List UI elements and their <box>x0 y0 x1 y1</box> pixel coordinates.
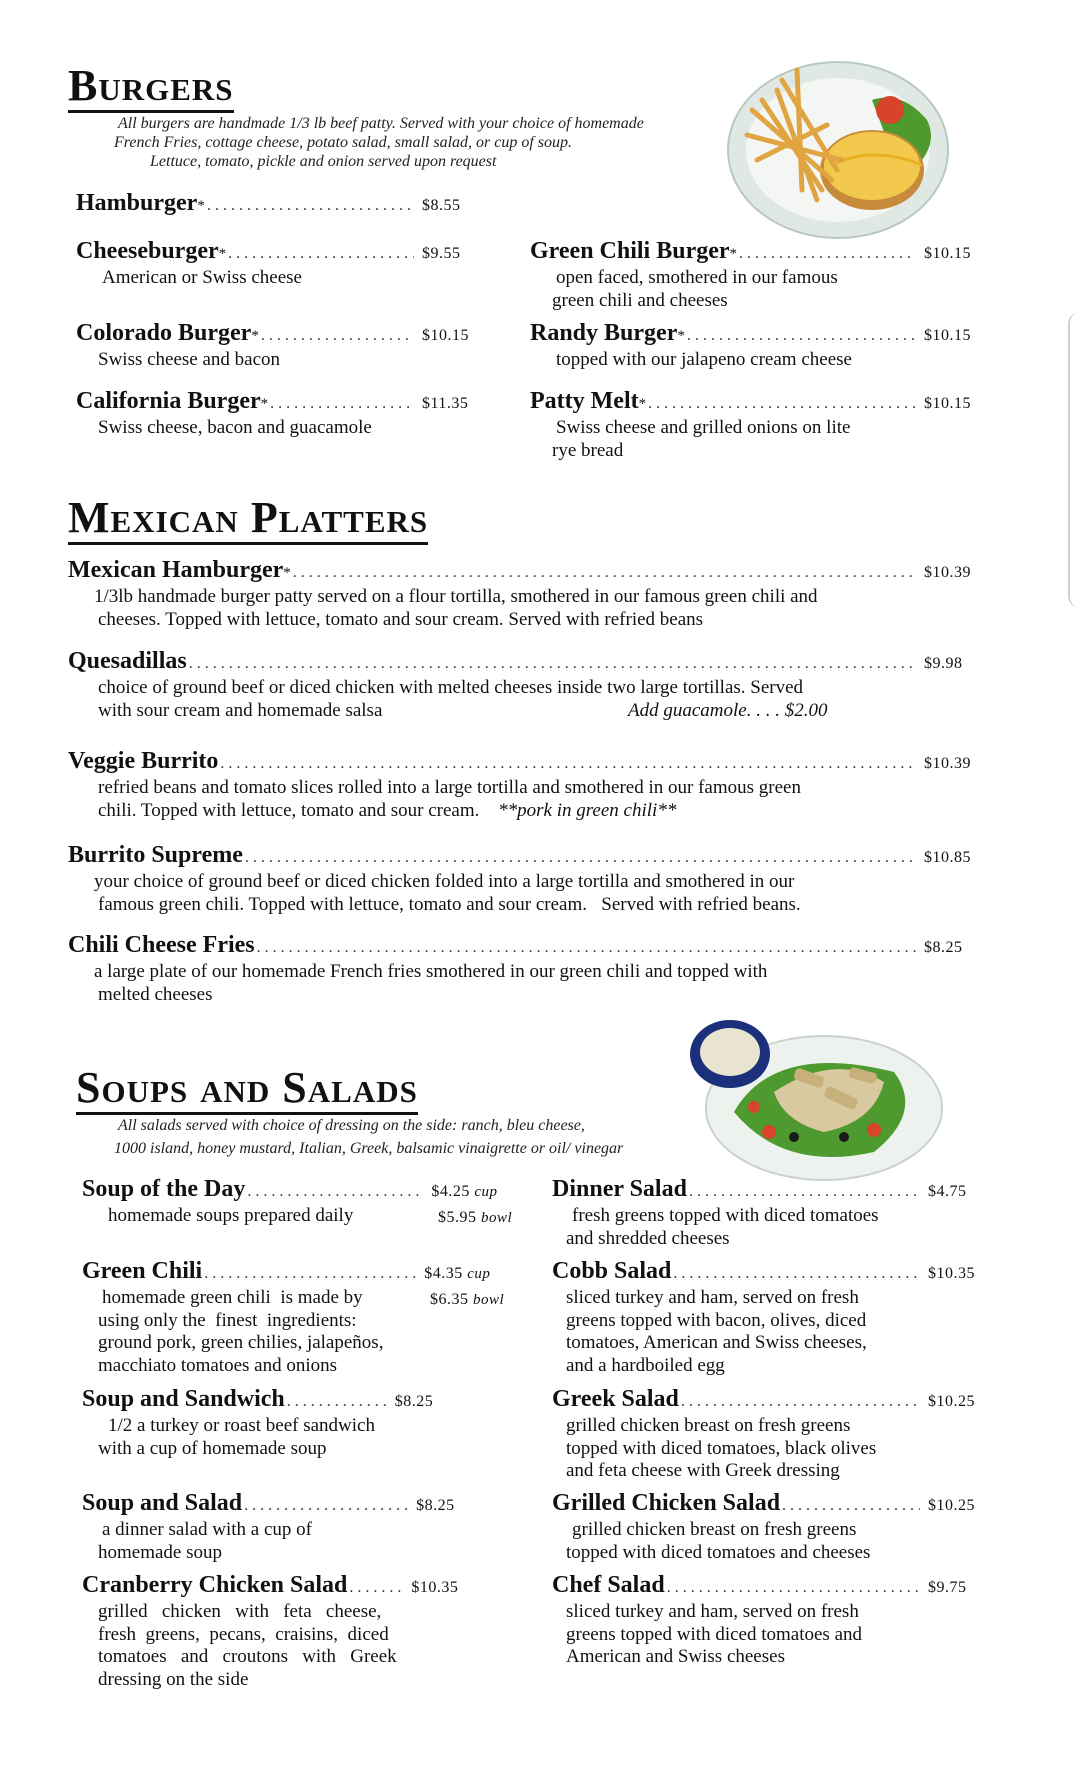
item-description: your choice of ground beef or diced chicken folded into a large tortilla and smothered in our <box>94 871 795 892</box>
menu-item-green-chili <box>82 1258 522 1377</box>
soups-title: Soups and Salads <box>76 1066 418 1115</box>
item-description: open faced, smothered in our famous <box>556 267 838 288</box>
menu-item-burrito-supreme <box>68 842 988 916</box>
item-description: Swiss cheese and bacon <box>98 349 281 370</box>
item-description: topped with diced tomatoes, black olives <box>566 1437 877 1459</box>
scrollbar-handle[interactable] <box>1068 312 1080 608</box>
menu-item-soup-and-salad <box>82 1490 522 1564</box>
item-price-bowl: $5.95 bowl <box>438 1209 513 1226</box>
item-description: grilled chicken with feta cheese, <box>98 1601 382 1622</box>
item-description: green chili and cheeses <box>552 289 728 311</box>
item-name: Soup of the Day <box>82 1176 246 1202</box>
menu-item-randy-burger: Randy Burger * ..... $10.15 topped with our jalapeno cream cheese <box>530 320 988 372</box>
item-description: choice of ground beef or diced chicken with melted cheeses inside two large tortillas. Served <box>98 677 804 698</box>
item-description: a large plate of our homemade French fries smothered in our green chili and topped with <box>94 961 768 982</box>
item-description: a dinner salad with a cup of <box>102 1519 312 1540</box>
item-description: dressing on the side <box>98 1668 249 1690</box>
item-name: Green Chili Burger <box>530 238 730 264</box>
item-description: grilled chicken breast on fresh greens <box>566 1415 851 1436</box>
item-price: $10.39 <box>924 564 971 581</box>
item-name: Burrito Supreme <box>68 842 243 868</box>
item-price: $10.15 <box>422 327 469 344</box>
item-price: $9.75 <box>928 1579 967 1596</box>
item-description: homemade soups prepared daily <box>108 1205 354 1226</box>
item-price: $10.85 <box>924 849 971 866</box>
item-description: 1/3lb handmade burger patty served on a flour tortilla, smothered in our famous green chili and <box>94 586 818 607</box>
burgers-note-3: Lettuce, tomato, pickle and onion served upon request <box>150 153 497 170</box>
menu-item-california-burger: California Burger * ..... $11.35 Swiss cheese, bacon and guacamole <box>76 388 486 440</box>
item-name: Soup and Salad <box>82 1490 243 1516</box>
burger-plate-photo <box>722 40 954 242</box>
item-description: tomatoes and croutons with Greek <box>98 1646 397 1667</box>
add-guacamole-note: Add guacamole. . . . $2.00 <box>628 699 828 721</box>
soups-note-1: All salads served with choice of dressing on the side: ranch, bleu cheese, <box>118 1117 585 1134</box>
item-description: fresh greens, pecans, craisins, diced <box>98 1623 389 1645</box>
item-description: sliced turkey and ham, served on fresh <box>566 1601 859 1622</box>
item-description: and feta cheese with Greek dressing <box>566 1460 840 1481</box>
item-price: $8.25 <box>924 939 963 956</box>
pork-note: **pork in green chili** <box>498 799 677 821</box>
item-description: using only the finest ingredients: <box>98 1309 357 1331</box>
menu-item-colorado-burger: Colorado Burger * ..... $10.15 Swiss cheese and bacon <box>76 320 486 372</box>
item-description: Swiss cheese and grilled onions on lite <box>556 417 851 438</box>
soups-note-2: 1000 island, honey mustard, Italian, Greek, balsamic vinaigrette or oil/ vinegar <box>114 1140 624 1157</box>
menu-item-soup-and-sandwich <box>82 1386 522 1460</box>
item-price: $10.35 <box>928 1265 975 1282</box>
menu-item-dinner-salad <box>552 1176 992 1250</box>
item-description: macchiato tomatoes and onions <box>98 1354 338 1376</box>
item-price: $9.55 <box>422 245 461 262</box>
item-description: topped with our jalapeno cream cheese <box>556 349 852 370</box>
item-name: Veggie Burrito <box>68 748 219 774</box>
menu-item-greek-salad <box>552 1386 992 1483</box>
item-price: $10.15 <box>924 245 971 262</box>
item-description: sliced turkey and ham, served on fresh <box>566 1287 859 1308</box>
item-price: $11.35 <box>422 395 469 412</box>
menu-item-quesadillas <box>68 648 988 722</box>
item-description: with a cup of homemade soup <box>98 1437 327 1459</box>
item-price: $10.25 <box>928 1497 975 1514</box>
item-name: Cobb Salad <box>552 1258 672 1284</box>
item-description: melted cheeses <box>98 983 213 1005</box>
item-description: with sour cream and homemade salsa <box>98 699 383 721</box>
menu-item-veggie-burrito <box>68 748 988 822</box>
menu-item-patty-melt: Patty Melt * ..... $10.15 Swiss cheese and grilled onions on lite rye bread <box>530 388 988 462</box>
item-name: Chili Cheese Fries <box>68 932 255 958</box>
item-name: Cheeseburger <box>76 238 219 264</box>
item-name: Colorado Burger <box>76 320 252 346</box>
menu-item-cranberry-chicken-salad <box>82 1572 522 1691</box>
item-price: $4.75 <box>928 1183 967 1200</box>
item-description: refried beans and tomato slices rolled into a large tortilla and smothered in our famous green <box>98 777 801 798</box>
item-price: $8.25 <box>416 1497 455 1514</box>
item-price: $9.98 <box>924 655 963 672</box>
item-description: American and Swiss cheeses <box>566 1646 785 1667</box>
item-description: topped with diced tomatoes and cheeses <box>566 1541 871 1563</box>
item-description: ground pork, green chilies, jalapeños, <box>98 1332 384 1353</box>
item-name: Randy Burger <box>530 320 678 346</box>
item-description: famous green chili. Topped with lettuce, tomato and sour cream. Served with refried beans. <box>98 893 801 915</box>
item-name: Grilled Chicken Salad <box>552 1490 781 1516</box>
menu-item-cheeseburger: Cheeseburger * ..... $9.55 American or Swiss cheese <box>76 238 486 290</box>
menu-item-grilled-chicken-salad <box>552 1490 992 1564</box>
item-description: homemade soup <box>98 1541 223 1563</box>
item-description: rye bread <box>552 439 624 461</box>
item-description: Swiss cheese, bacon and guacamole <box>98 417 372 438</box>
item-name: Chef Salad <box>552 1572 665 1598</box>
item-name: Hamburger <box>76 190 198 216</box>
item-name: Green Chili <box>82 1258 203 1284</box>
item-price: $8.25 <box>394 1393 434 1410</box>
menu-item-mexican-hamburger: Mexican Hamburger * ..... $10.39 1/3lb handmade burger patty served on a flour tortilla, smothered in our famous green chili and cheeses. Topped with lettuce, tomato and sour cream. Served with refried beans <box>68 557 988 631</box>
item-description: and shredded cheeses <box>566 1227 730 1249</box>
item-price: $10.39 <box>924 755 971 772</box>
item-name: Dinner Salad <box>552 1176 687 1202</box>
item-price: $10.25 <box>928 1393 975 1410</box>
item-description: tomatoes, American and Swiss cheeses, <box>566 1332 867 1353</box>
burgers-title: Burgers <box>68 64 234 113</box>
item-price: $10.15 <box>924 395 971 412</box>
item-description: greens topped with bacon, olives, diced <box>566 1309 867 1331</box>
item-name: Cranberry Chicken Salad <box>82 1572 348 1598</box>
item-description: American or Swiss cheese <box>102 267 302 288</box>
item-description: cheeses. Topped with lettuce, tomato and sour cream. Served with refried beans <box>98 608 704 630</box>
item-name: Greek Salad <box>552 1386 679 1412</box>
menu-item-hamburger: Hamburger * ..... $8.55 <box>76 190 486 217</box>
menu-item-chef-salad <box>552 1572 992 1669</box>
item-price-bowl: $6.35 bowl <box>430 1291 505 1308</box>
item-name: Patty Melt <box>530 388 639 414</box>
item-name: Soup and Sandwich <box>82 1386 285 1412</box>
menu-item-chili-cheese-fries <box>68 932 988 1006</box>
menu-item-green-chili-burger: Green Chili Burger * ..... $10.15 open faced, smothered in our famous green chili and cheeses <box>530 238 988 312</box>
item-name: California Burger <box>76 388 261 414</box>
item-description: grilled chicken breast on fresh greens <box>572 1519 857 1540</box>
item-name: Quesadillas <box>68 648 187 674</box>
menu-item-cobb-salad <box>552 1258 992 1377</box>
item-price: $8.55 <box>422 197 461 214</box>
item-description: and a hardboiled egg <box>566 1354 725 1376</box>
menu-item-soup-of-the-day <box>82 1176 522 1228</box>
salad-plate-photo <box>684 1012 946 1184</box>
item-description: 1/2 a turkey or roast beef sandwich <box>108 1415 375 1436</box>
item-price: $10.15 <box>924 327 971 344</box>
item-price-cup: $4.25 cup <box>431 1183 498 1200</box>
item-description: fresh greens topped with diced tomatoes <box>572 1205 879 1226</box>
burgers-note-2: French Fries, cottage cheese, potato salad, small salad, or cup of soup. <box>114 134 573 151</box>
item-price: $10.35 <box>411 1579 459 1596</box>
item-description: homemade green chili is made by <box>102 1287 363 1308</box>
item-description: greens topped with diced tomatoes and <box>566 1623 863 1645</box>
item-name: Mexican Hamburger <box>68 557 284 583</box>
item-description: chili. Topped with lettuce, tomato and sour cream. <box>98 799 480 821</box>
mexican-title: Mexican Platters <box>68 496 428 545</box>
item-price-cup: $4.35 cup <box>424 1265 491 1282</box>
burgers-note-1: All burgers are handmade 1/3 lb beef patty. Served with your choice of homemade <box>118 115 644 132</box>
